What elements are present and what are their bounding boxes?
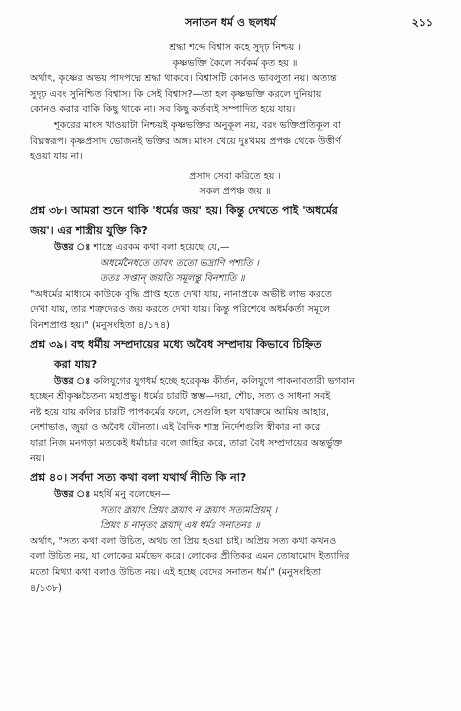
paragraph-line: যারা নিজ মনগড়া মতকেই ধর্মাচার বলে জাহির করে, তারা বৈধ সম্প্রদায়ের অন্তর্ভুক্ত: [30, 437, 343, 449]
paragraph-line: দেখা যায়, তার শত্রুদেরও জয় করতে দেখা যায়। কিন্তু পরিশেষে অধর্মকর্তা সমূলে: [30, 304, 331, 316]
sanskrit-verse: সত্যং ব্রূয়াৎ প্রিয়ং ব্রূয়াৎ ন ব্রূয়াৎ সত্যমপ্রিয়ম্ ।: [100, 504, 278, 516]
paragraph-line: অর্থাৎ, "সত্য কথা বলা উচিত, অথচ তা প্রিয় হওয়া চাই। অপ্রিয় সত্য কথা কখনও: [30, 535, 337, 547]
paragraph-line: নষ্ট হয়ে যায় কলির চারটি পাপকর্মের ফলে, সেগুলি হল যথাক্রমে আমিষ আহার,: [30, 406, 330, 418]
page-body: [30, 40, 440, 596]
page-number: ২১১: [411, 16, 433, 29]
verse-line: কৃষ্ণভক্তি কৈলে সর্বকর্ম কৃত হয় ॥: [172, 57, 298, 69]
answer-text: শাস্ত্রে এরকম কথা বলা হয়েছে যে,—: [93, 241, 230, 253]
question-39: প্রশ্ন ৩৯। বহু ধর্মীয় সম্প্রদায়ের মধ্যে অবৈধ সম্প্রদায় কিভাবে চিহ্নিত: [30, 337, 322, 351]
paragraph-line: নয়।: [30, 453, 45, 465]
page-header: [0, 14, 461, 34]
paragraph-line: ৪/১৩৮): [30, 582, 62, 594]
paragraph-line: হওয়া যায় না।: [30, 151, 83, 163]
verse-line: শ্রদ্ধা শব্দে বিশ্বাস কহে সুদৃঢ় নিশ্চয় ।: [169, 42, 301, 53]
paragraph-line: বিনশপ্রাপ্ত হয়।" (মনুসংহিতা ৪/১৭৪): [30, 319, 170, 331]
answer-line: [30, 240, 440, 256]
verse-line: প্রসাদ সেবা করিতে হয় ।: [189, 170, 281, 182]
paragraph-line: কোনও করার বাকি কিছু থাকে না। সব কিছু কর্তব্যই সম্পাদিত হয়ে যায়।: [30, 104, 296, 116]
question-39-cont: করা যায়?: [54, 357, 98, 371]
paragraph-line: সুদৃঢ় এবং সুনিশ্চিত বিশ্বাস। কি সেই বিশ্বাস?—তা হল কৃষ্ণভক্তি করলে দুনিয়ায়: [30, 88, 322, 100]
answer-text: মহর্ষি মনু বলেছেন—: [93, 489, 171, 501]
answer-text: কলিযুগের যুগধর্ম হচ্ছে হরেকৃষ্ণ কীর্তন, কলিযুগে পাকনাবতারী ভগবান: [93, 375, 355, 387]
paragraph-line: নেশাভাঙ, জুয়া ও অবৈধ যৌনতা। এই বৈদিক শাস্ত্র নির্দেশগুলি স্বীকার না করে: [30, 422, 321, 434]
verse-line: সকল প্রপঞ্চ জয় ॥: [199, 186, 271, 198]
answer-label: উত্তর ঃ: [54, 241, 91, 253]
answer-label: উত্তর ঃ: [54, 375, 91, 387]
paragraph-line: বলা উচিত নয়, যা লোকের মর্মভেদ করে। লোকের প্রীতিকর এমন তোষামোদ ইত্যাদির: [30, 551, 350, 563]
paragraph-line: শূকরের মাংস খাওয়াটা নিশ্চয়ই কৃষ্ণভক্তির অনুকূল নয়, বরং ভক্তিপ্রতিকূল বা: [54, 119, 342, 131]
answer-label: উত্তর ঃ: [54, 489, 91, 501]
paragraph-line: বিঘ্নস্বরূপ। কৃষ্ণপ্রসাদ ভোজনই ভক্তির অঙ্গ। মাংস খেয়ে দুঃখময় প্রপঞ্চ থেকে উত্তীর্ণ: [30, 135, 341, 147]
paragraph-line: অর্থাৎ, কৃষ্ণের অভয় পাদপদ্মে শ্রদ্ধা থাকবে। বিশ্বাসটি কোনও ভাবলুতা নয়। অত্যন্ত: [30, 73, 337, 85]
running-title: সনাতন ধর্ম ও ছলধর্ম: [185, 16, 276, 29]
answer-line: [30, 487, 440, 503]
paragraph-line: হচ্ছেন শ্রীকৃষ্ণচৈতন্য মহাপ্রভু। ধর্মের চারটি স্তম্ভ—দয়া, শৌচ, সত্য ও সাধনা সবই: [30, 391, 331, 403]
paragraph-line: মতো মিথ্যা কথা বলাও উচিত নয়। এই হচ্ছে বেদের সনাতন ধর্ম।" (মনুসংহিতা: [30, 567, 322, 579]
sanskrit-verse: ততঃ সপ্তান্ জয়তি সমূলন্তু বিনশ্যতি ॥: [100, 273, 245, 285]
paragraph-line: "অধর্মের মাধ্যমে কাউকে বৃদ্ধি প্রাপ্ত হতে দেখা যায়, নানাপ্রকে অভীষ্ট লাভ করতে: [30, 288, 332, 300]
question-38: প্রশ্ন ৩৮। আমরা শুনে থাকি 'ধর্মের জয়' হয়। কিন্তু দেখতে পাই 'অধর্মের: [30, 203, 338, 217]
question-38-cont: জয়'। এর শাস্ত্রীয় যুক্তি কি?: [30, 223, 148, 237]
sanskrit-verse: অধর্মেনৈধতে তাবৎ ততো ভদ্রাণি পশ্যতি ।: [100, 257, 259, 269]
sanskrit-verse: প্রিয়ং চ নানৃতং ব্রূয়াদ্ এষ ধর্মঃ সনাতনঃ ॥: [100, 520, 260, 532]
question-40: প্রশ্ন ৪০। সর্বদা সত্য কথা বলা যথার্থ নীতি কি না?: [30, 471, 247, 485]
answer-line: [30, 374, 440, 390]
